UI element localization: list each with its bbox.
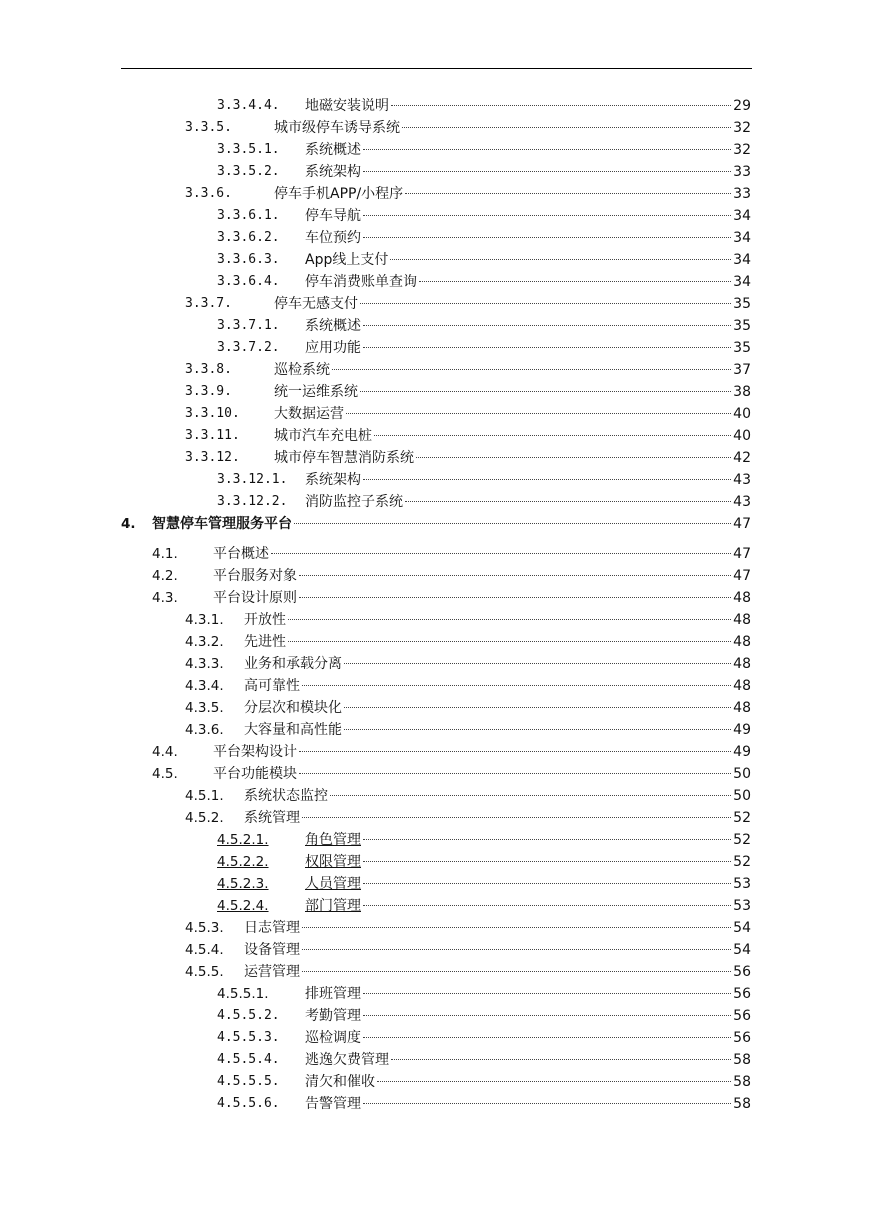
toc-number: 3.3.8.: [185, 362, 232, 377]
toc-number: 3.3.12.1.: [217, 472, 288, 487]
toc-leader-line: [305, 1027, 751, 1049]
toc-title[interactable]: 巡检调度: [305, 1030, 361, 1046]
toc-page-number: 48: [733, 700, 751, 716]
dot-leader: [363, 905, 731, 906]
dot-leader: [299, 575, 731, 576]
toc-entry[interactable]: [0, 425, 869, 447]
toc-title[interactable]: 巡检系统: [274, 362, 330, 378]
toc-number: 4.5.2.1.: [217, 832, 269, 848]
toc-number: 4.5.2.2.: [217, 854, 269, 870]
toc-page-number: 47: [733, 516, 751, 532]
toc-page-number: 58: [733, 1074, 751, 1090]
toc-entry[interactable]: [0, 337, 869, 359]
dot-leader: [294, 523, 731, 524]
toc-leader-line: [305, 1049, 751, 1071]
toc-leader-line: [244, 785, 751, 807]
toc-number: 3.3.5.1.: [217, 142, 280, 157]
toc-number: 4.4.: [152, 744, 178, 760]
toc-entry[interactable]: [0, 249, 869, 271]
dot-leader: [302, 817, 731, 818]
toc-leader-line: [305, 1071, 751, 1093]
toc-title[interactable]: 停车消费账单查询: [305, 274, 417, 290]
toc-number: 4.2.: [152, 568, 178, 584]
dot-leader: [332, 369, 731, 370]
toc-number: 3.3.6.: [185, 186, 232, 201]
toc-leader-line: [244, 631, 751, 653]
toc-page-number: 50: [733, 788, 751, 804]
toc-number: 4.5.2.: [185, 810, 224, 826]
toc-page-number: 48: [733, 590, 751, 606]
toc-number: 3.3.12.: [185, 450, 240, 465]
toc-leader-line: [244, 675, 751, 697]
toc-entry[interactable]: [0, 851, 869, 873]
toc-leader-line: [305, 895, 751, 917]
toc-entry[interactable]: [0, 763, 869, 785]
toc-leader-line: [305, 161, 751, 183]
toc-leader-line: [305, 139, 751, 161]
toc-leader-line: [305, 873, 751, 895]
toc-number: 3.3.7.1.: [217, 318, 280, 333]
dot-leader: [360, 391, 731, 392]
toc-entry[interactable]: [0, 543, 869, 565]
dot-leader: [288, 641, 731, 642]
toc-number: 3.3.12.2.: [217, 494, 288, 509]
toc-page-number: 52: [733, 854, 751, 870]
toc-page-number: 52: [733, 832, 751, 848]
toc-entry[interactable]: [0, 117, 869, 139]
toc-page-number: 48: [733, 612, 751, 628]
toc-entry[interactable]: [0, 1049, 869, 1071]
dot-leader: [302, 971, 731, 972]
toc-number: 3.3.5.: [185, 120, 232, 135]
toc-page-number: 49: [733, 744, 751, 760]
toc-leader-line: [274, 447, 751, 469]
toc-leader-line: [274, 183, 751, 205]
toc-number: 4.3.6.: [185, 722, 224, 738]
toc-number: 4.3.: [152, 590, 178, 606]
toc-page-number: 47: [733, 568, 751, 584]
toc-leader-line: [305, 315, 751, 337]
toc-page-number: 34: [733, 208, 751, 224]
toc-number: 4.5.5.3.: [217, 1030, 280, 1045]
dot-leader: [391, 105, 731, 106]
toc-title[interactable]: 系统概述: [305, 318, 361, 334]
dot-leader: [346, 413, 731, 414]
toc-leader-line: [305, 829, 751, 851]
table-of-contents: [0, 95, 869, 1115]
toc-title[interactable]: 设备管理: [244, 942, 300, 958]
toc-number: 3.3.6.4.: [217, 274, 280, 289]
toc-number: 4.: [121, 516, 136, 532]
toc-entry[interactable]: [0, 939, 869, 961]
toc-leader-line: [244, 653, 751, 675]
toc-number: 4.3.4.: [185, 678, 224, 694]
toc-page-number: 53: [733, 898, 751, 914]
dot-leader: [302, 927, 731, 928]
toc-page-number: 54: [733, 942, 751, 958]
dot-leader: [363, 347, 731, 348]
toc-entry[interactable]: [0, 961, 869, 983]
dot-leader: [363, 839, 731, 840]
toc-leader-line: [305, 249, 751, 271]
toc-page-number: 58: [733, 1052, 751, 1068]
dot-leader: [391, 1059, 731, 1060]
dot-leader: [299, 597, 731, 598]
toc-leader-line: [305, 983, 751, 1005]
toc-title[interactable]: App线上支付: [305, 252, 389, 268]
toc-title[interactable]: 平台架构设计: [213, 744, 297, 760]
toc-number: 3.3.5.2.: [217, 164, 280, 179]
dot-leader: [363, 1015, 731, 1016]
toc-leader-line: [244, 961, 751, 983]
toc-number: 4.5.2.4.: [217, 898, 269, 914]
toc-entry[interactable]: [0, 829, 869, 851]
toc-page-number: 56: [733, 964, 751, 980]
dot-leader: [363, 215, 731, 216]
toc-number: 4.5.5.: [185, 964, 224, 980]
toc-page-number: 32: [733, 142, 751, 158]
toc-number: 3.3.11.: [185, 428, 240, 443]
toc-number: 4.5.1.: [185, 788, 224, 804]
toc-leader-line: [305, 227, 751, 249]
toc-title[interactable]: 统一运维系统: [274, 384, 358, 400]
dot-leader: [405, 193, 731, 194]
toc-number: 3.3.10.: [185, 406, 240, 421]
toc-entry[interactable]: [0, 381, 869, 403]
toc-entry[interactable]: [0, 447, 869, 469]
toc-title[interactable]: 业务和承载分离: [244, 656, 342, 672]
dot-leader: [363, 1103, 731, 1104]
toc-number: 4.5.4.: [185, 942, 224, 958]
dot-leader: [419, 281, 731, 282]
toc-page-number: 33: [733, 186, 751, 202]
toc-title[interactable]: 平台服务对象: [213, 568, 297, 584]
toc-title[interactable]: 高可靠性: [244, 678, 300, 694]
toc-title[interactable]: 告警管理: [305, 1096, 361, 1112]
toc-title[interactable]: 考勤管理: [305, 1008, 361, 1024]
toc-page-number: 54: [733, 920, 751, 936]
dot-leader: [271, 553, 731, 554]
toc-title[interactable]: 城市停车智慧消防系统: [274, 450, 414, 466]
dot-leader: [363, 861, 731, 862]
toc-page-number: 32: [733, 120, 751, 136]
toc-title[interactable]: 大容量和高性能: [244, 722, 342, 738]
toc-page-number: 47: [733, 546, 751, 562]
dot-leader: [330, 795, 731, 796]
dot-leader: [416, 457, 731, 458]
toc-title[interactable]: 平台设计原则: [213, 590, 297, 606]
toc-leader-line: [274, 293, 751, 315]
toc-page-number: 43: [733, 472, 751, 488]
toc-title[interactable]: 清欠和催收: [305, 1074, 375, 1090]
toc-leader-line: [305, 1093, 751, 1115]
toc-title[interactable]: 排班管理: [305, 986, 361, 1002]
toc-number: 4.3.3.: [185, 656, 224, 672]
dot-leader: [377, 1081, 731, 1082]
toc-number: 4.5.5.1.: [217, 986, 269, 1002]
dot-leader: [363, 237, 731, 238]
toc-leader-line: [244, 939, 751, 961]
toc-leader-line: [305, 271, 751, 293]
toc-number: 4.5.5.6.: [217, 1096, 280, 1111]
toc-entry[interactable]: [0, 675, 869, 697]
toc-entry[interactable]: [0, 139, 869, 161]
toc-leader-line: [244, 719, 751, 741]
toc-number: 4.5.: [152, 766, 178, 782]
dot-leader: [302, 949, 731, 950]
toc-title[interactable]: 先进性: [244, 634, 286, 650]
dot-leader: [363, 479, 731, 480]
dot-leader: [390, 259, 731, 260]
toc-title[interactable]: 系统架构: [305, 472, 361, 488]
toc-leader-line: [244, 697, 751, 719]
toc-page-number: 42: [733, 450, 751, 466]
toc-title[interactable]: 消防监控子系统: [305, 494, 403, 510]
toc-page-number: 43: [733, 494, 751, 510]
toc-leader-line: [244, 917, 751, 939]
toc-leader-line: [305, 205, 751, 227]
toc-entry[interactable]: [0, 183, 869, 205]
toc-entry[interactable]: [0, 1027, 869, 1049]
toc-page-number: 56: [733, 1030, 751, 1046]
toc-page-number: 48: [733, 634, 751, 650]
toc-title[interactable]: 系统架构: [305, 164, 361, 180]
dot-leader: [344, 729, 731, 730]
toc-leader-line: [274, 381, 751, 403]
toc-leader-line: [305, 95, 751, 117]
toc-entry[interactable]: [0, 873, 869, 895]
toc-number: 4.5.5.4.: [217, 1052, 280, 1067]
toc-page-number: 35: [733, 318, 751, 334]
dot-leader: [405, 501, 731, 502]
toc-page-number: 52: [733, 810, 751, 826]
toc-title[interactable]: 地磁安装说明: [305, 98, 389, 114]
toc-leader-line: [274, 117, 751, 139]
toc-entry[interactable]: [0, 565, 869, 587]
toc-title[interactable]: 部门管理: [305, 898, 361, 914]
toc-entry[interactable]: [0, 315, 869, 337]
toc-page-number: 29: [733, 98, 751, 114]
toc-page-number: 34: [733, 230, 751, 246]
toc-title[interactable]: 日志管理: [244, 920, 300, 936]
dot-leader: [363, 993, 731, 994]
toc-entry[interactable]: [0, 587, 869, 609]
toc-leader-line: [213, 587, 751, 609]
toc-title[interactable]: 权限管理: [305, 854, 361, 870]
toc-page-number: 50: [733, 766, 751, 782]
toc-leader-line: [213, 763, 751, 785]
toc-number: 4.1.: [152, 546, 178, 562]
toc-number: 3.3.6.1.: [217, 208, 280, 223]
toc-title[interactable]: 平台概述: [213, 546, 269, 562]
dot-leader: [363, 149, 731, 150]
toc-number: 4.5.3.: [185, 920, 224, 936]
dot-leader: [363, 325, 731, 326]
toc-title[interactable]: 大数据运营: [274, 406, 344, 422]
toc-number: 4.5.5.2.: [217, 1008, 280, 1023]
toc-entry[interactable]: [0, 1071, 869, 1093]
toc-page-number: 34: [733, 252, 751, 268]
toc-leader-line: [274, 425, 751, 447]
toc-title[interactable]: 系统状态监控: [244, 788, 328, 804]
dot-leader: [402, 127, 731, 128]
dot-leader: [302, 685, 731, 686]
toc-title[interactable]: 开放性: [244, 612, 286, 628]
toc-entry[interactable]: [0, 719, 869, 741]
toc-title[interactable]: 系统概述: [305, 142, 361, 158]
toc-entry[interactable]: [0, 271, 869, 293]
toc-entry[interactable]: [0, 895, 869, 917]
toc-title[interactable]: 车位预约: [305, 230, 361, 246]
dot-leader: [363, 883, 731, 884]
toc-title[interactable]: 停车导航: [305, 208, 361, 224]
dot-leader: [299, 751, 731, 752]
header-rule: [121, 68, 752, 69]
toc-leader-line: [244, 807, 751, 829]
toc-leader-line: [305, 469, 751, 491]
toc-page-number: 37: [733, 362, 751, 378]
toc-number: 4.3.5.: [185, 700, 224, 716]
toc-page-number: 34: [733, 274, 751, 290]
toc-entry[interactable]: [0, 161, 869, 183]
toc-leader-line: [213, 565, 751, 587]
toc-number: 4.5.5.5.: [217, 1074, 280, 1089]
toc-number: 3.3.9.: [185, 384, 232, 399]
toc-page-number: 40: [733, 428, 751, 444]
dot-leader: [344, 663, 731, 664]
dot-leader: [363, 171, 731, 172]
toc-entry[interactable]: [0, 293, 869, 315]
toc-page-number: 49: [733, 722, 751, 738]
toc-page-number: 35: [733, 296, 751, 312]
toc-title[interactable]: 停车无感支付: [274, 296, 358, 312]
toc-page-number: 35: [733, 340, 751, 356]
toc-title[interactable]: 系统管理: [244, 810, 300, 826]
toc-page-number: 56: [733, 1008, 751, 1024]
toc-page-number: 58: [733, 1096, 751, 1112]
toc-title[interactable]: 人员管理: [305, 876, 361, 892]
toc-number: 4.3.2.: [185, 634, 224, 650]
toc-entry[interactable]: [0, 1093, 869, 1115]
toc-leader-line: [305, 491, 751, 513]
toc-page-number: 48: [733, 656, 751, 672]
toc-entry[interactable]: [0, 491, 869, 513]
toc-leader-line: [213, 741, 751, 763]
toc-number: 4.5.2.3.: [217, 876, 269, 892]
toc-entry[interactable]: [0, 653, 869, 675]
toc-entry[interactable]: [0, 95, 869, 117]
toc-title[interactable]: 智慧停车管理服务平台: [152, 516, 292, 532]
toc-title[interactable]: 应用功能: [305, 340, 361, 356]
toc-number: 3.3.6.3.: [217, 252, 280, 267]
toc-number: 3.3.6.2.: [217, 230, 280, 245]
toc-entry[interactable]: [0, 785, 869, 807]
toc-title[interactable]: 运营管理: [244, 964, 300, 980]
toc-title[interactable]: 平台功能模块: [213, 766, 297, 782]
toc-entry[interactable]: [0, 359, 869, 381]
dot-leader: [299, 773, 731, 774]
dot-leader: [374, 435, 731, 436]
toc-leader-line: [213, 543, 751, 565]
toc-entry[interactable]: [0, 403, 869, 425]
toc-leader-line: [305, 337, 751, 359]
toc-entry[interactable]: [0, 697, 869, 719]
toc-page-number: 40: [733, 406, 751, 422]
dot-leader: [288, 619, 731, 620]
toc-page-number: 53: [733, 876, 751, 892]
toc-entry[interactable]: [0, 1005, 869, 1027]
toc-leader-line: [305, 851, 751, 873]
toc-number: 4.3.1.: [185, 612, 224, 628]
toc-entry[interactable]: [0, 513, 869, 543]
toc-number: 3.3.4.4.: [217, 98, 280, 113]
toc-entry[interactable]: [0, 609, 869, 631]
toc-leader-line: [305, 1005, 751, 1027]
toc-page-number: 48: [733, 678, 751, 694]
toc-leader-line: [274, 359, 751, 381]
toc-entry[interactable]: [0, 469, 869, 491]
toc-number: 3.3.7.2.: [217, 340, 280, 355]
toc-leader-line: [274, 403, 751, 425]
toc-title[interactable]: 逃逸欠费管理: [305, 1052, 389, 1068]
toc-title[interactable]: 停车手机APP/小程序: [274, 186, 404, 202]
toc-page-number: 38: [733, 384, 751, 400]
toc-title[interactable]: 城市级停车诱导系统: [274, 120, 400, 136]
toc-entry[interactable]: [0, 917, 869, 939]
toc-title[interactable]: 分层次和模块化: [244, 700, 342, 716]
dot-leader: [363, 1037, 731, 1038]
dot-leader: [344, 707, 731, 708]
toc-page-number: 33: [733, 164, 751, 180]
toc-entry[interactable]: [0, 227, 869, 249]
toc-leader-line: [152, 513, 751, 535]
toc-entry[interactable]: [0, 205, 869, 227]
toc-title[interactable]: 城市汽车充电桩: [274, 428, 372, 444]
toc-number: 3.3.7.: [185, 296, 232, 311]
toc-entry[interactable]: [0, 807, 869, 829]
toc-entry[interactable]: [0, 631, 869, 653]
toc-title[interactable]: 角色管理: [305, 832, 361, 848]
dot-leader: [360, 303, 731, 304]
toc-entry[interactable]: [0, 983, 869, 1005]
toc-page-number: 56: [733, 986, 751, 1002]
toc-entry[interactable]: [0, 741, 869, 763]
toc-leader-line: [244, 609, 751, 631]
